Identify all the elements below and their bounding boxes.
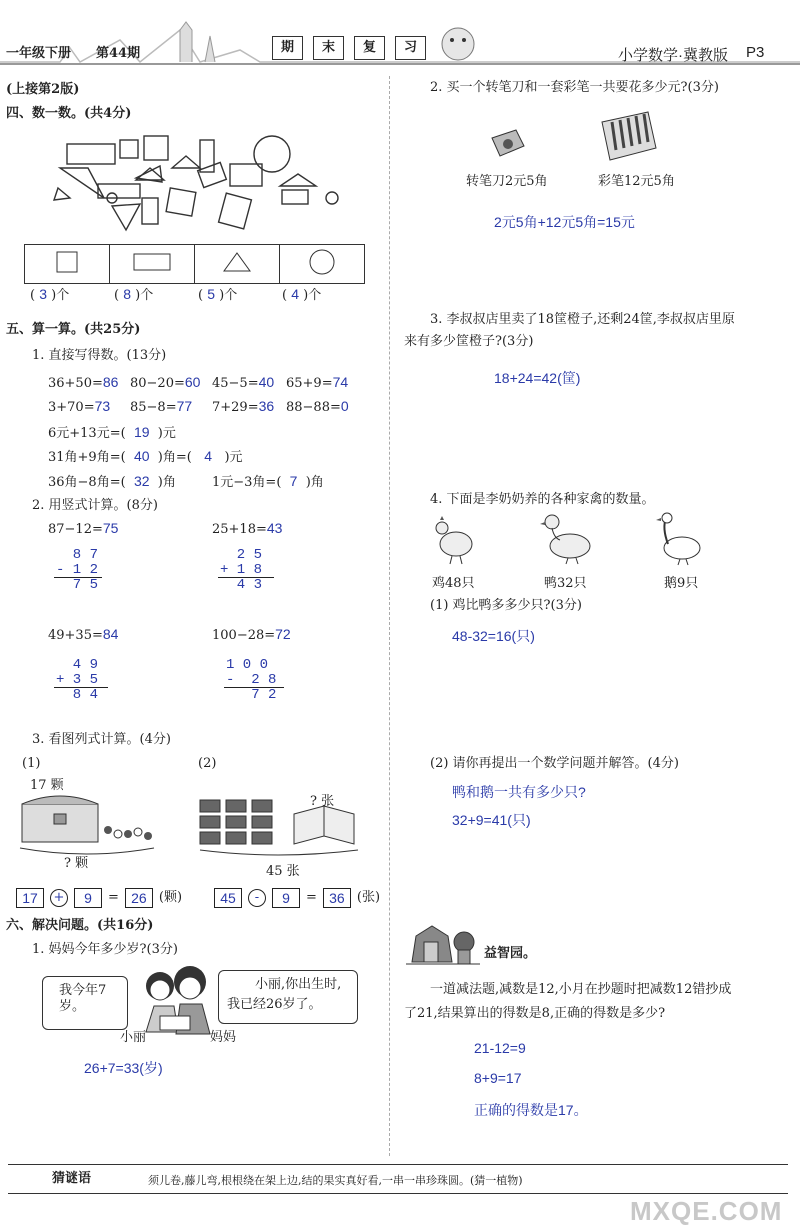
goose-count: 鹅9只: [664, 576, 699, 591]
column-divider: [389, 76, 390, 1156]
answer: 19: [133, 424, 150, 440]
vertical-calc-2: [212, 520, 282, 593]
shapes-picture: [40, 128, 370, 234]
triangle-shape: [112, 204, 140, 230]
sharpener-picture: [486, 118, 530, 162]
answer: 72: [275, 626, 291, 642]
vertical-calc-4: [212, 626, 291, 703]
vertical-calc-3: [48, 626, 118, 703]
speech-bubble-mother: [218, 970, 358, 1024]
answer: 7: [289, 473, 298, 489]
r-q4-part1: (1) 鸡比鸭多多少只?(3分): [430, 598, 582, 613]
s6-q1-answer: 26+7=33(岁): [84, 1060, 163, 1076]
equation: 65+9=: [286, 376, 333, 391]
circle-shape: [326, 192, 338, 204]
bubble-text: 我已经26岁了。: [227, 997, 322, 1012]
unit: )元: [224, 450, 243, 465]
square-shape: [166, 188, 196, 216]
unit: 个: [140, 288, 154, 303]
q1-title: 1. 直接写得数。(13分): [32, 348, 167, 363]
triangle-shape: [172, 156, 200, 168]
number-box: 26: [125, 888, 153, 908]
answer: 40: [133, 448, 150, 464]
answer: 84: [102, 626, 119, 642]
equation: 36角−8角=(: [48, 475, 126, 490]
rectangle-shape: [282, 190, 308, 204]
mental-row-1: [48, 374, 366, 392]
label-17: 17 颗: [30, 778, 64, 793]
unit: 个: [308, 288, 322, 303]
equation: 49+35=: [48, 628, 103, 643]
puzzle-answer2: 8+9=17: [474, 1070, 522, 1086]
banner-char: 期: [272, 36, 303, 60]
triangle-icon: [222, 250, 252, 274]
square-cell: [25, 245, 110, 284]
number-box: 9: [272, 888, 300, 908]
rectangle-icon: [132, 250, 172, 274]
goose-picture: [654, 510, 704, 566]
number-box: 36: [323, 888, 351, 908]
chicken-picture: [432, 514, 476, 566]
answer: 75: [102, 520, 119, 536]
rectangle-shape: [198, 162, 227, 187]
answer: 0: [340, 398, 349, 414]
riddle-label: 猜谜语: [52, 1171, 92, 1186]
square-shape: [120, 140, 138, 158]
equation: 100−28=: [212, 628, 276, 643]
equation: 80−20=: [130, 376, 185, 391]
number-box: 9: [74, 888, 102, 908]
q3-title: 3. 看图列式计算。(4分): [32, 732, 171, 747]
banner-title: [272, 36, 426, 60]
answer: 32: [133, 473, 150, 489]
page-header: [0, 0, 800, 70]
answer: 73: [94, 398, 111, 414]
footer-riddle-bar: [8, 1164, 788, 1194]
continued-note: (上接第2版): [6, 82, 80, 97]
calc-line: [54, 577, 102, 578]
rectangle-cell: [110, 245, 195, 284]
puzzle-line2: 了21,结果算出的得数是8,正确的得数是多少?: [404, 1006, 666, 1021]
equation: 87−12=: [48, 522, 103, 537]
label-unknown-sheets: ? 张: [310, 794, 335, 809]
vertical-work: 2 5 + 1 8 4 3: [220, 547, 263, 593]
name-xiaoli: 小丽: [120, 1030, 147, 1045]
r-q4-question2: 鸭和鹅一共有多少只?: [452, 784, 586, 800]
count-answers: ( 3 )个 ( 8 )个 ( 5 )个 ( 4 )个: [30, 286, 322, 303]
banner-char: 习: [395, 36, 426, 60]
page-number: P3: [746, 44, 765, 61]
unit: )元: [157, 426, 176, 441]
riddle-text: 须儿卷,藤儿弯,根根绕在架上边,结的果实真好看,一串一串珍珠圆。(猜一植物): [148, 1174, 523, 1187]
puzzle-answer3: 正确的得数是17。: [474, 1102, 588, 1118]
subject-label: 小学数学·冀教版: [618, 47, 728, 64]
chicken-count: 鸡48只: [432, 576, 475, 591]
rectangle-shape: [98, 184, 140, 198]
equation: 31角+9角=(: [48, 450, 126, 465]
equation: 36+50=: [48, 376, 103, 391]
answer: 36: [258, 398, 275, 414]
rectangle-shape: [67, 144, 115, 164]
vertical-work: 1 0 0 - 2 8 7 2: [226, 657, 277, 703]
section-4-title: 四、数一数。(共4分): [6, 106, 132, 121]
grade-label: 一年级下册: [6, 46, 72, 61]
calc-line: [54, 687, 108, 688]
answer: 43: [266, 520, 283, 536]
unit: 个: [224, 288, 238, 303]
square-shape: [219, 193, 252, 229]
vertical-calc-1: [48, 520, 118, 593]
r-q3-answer: 18+24=42(筐): [494, 370, 581, 386]
vertical-work: 4 9 + 3 5 8 4: [56, 657, 99, 703]
number-box: 45: [214, 888, 242, 908]
label-45: 45 张: [266, 864, 300, 879]
equation-boxes-2: 45 - 9 = 36 (张): [214, 888, 380, 908]
circle-icon: [308, 248, 336, 276]
equation-boxes-1: 17 + 9 = 26 (颗): [16, 888, 182, 908]
square-icon: [55, 250, 79, 274]
puzzle-answer1: 21-12=9: [474, 1040, 526, 1056]
rectangle-shape: [142, 198, 158, 224]
equation: )角=(: [157, 450, 192, 465]
banner-char: 复: [354, 36, 385, 60]
mental-row-4: [48, 448, 243, 466]
duck-picture: [540, 512, 596, 566]
section-5-title: 五、算一算。(共25分): [6, 322, 141, 337]
r-q4-answer2: 32+9=41(只): [452, 812, 531, 828]
speech-bubble-xiaoli: [42, 976, 128, 1030]
answer: 86: [102, 374, 119, 390]
name-mother: 妈妈: [210, 1030, 237, 1045]
r-q2-title: 2. 买一个转笔刀和一套彩笔一共要花多少元?(3分): [430, 80, 719, 95]
puzzle-title: 益智园。: [484, 946, 537, 961]
treasure-chest-picture: [16, 790, 166, 864]
equation: 7+29=: [212, 400, 259, 415]
count-circle-answer: 4: [291, 286, 300, 302]
answer: 4: [204, 448, 213, 464]
r-q4-title: 4. 下面是李奶奶养的各种家禽的数量。: [430, 492, 655, 507]
answer: 40: [258, 374, 275, 390]
color-pens-picture: [598, 108, 660, 164]
triangle-cell: [195, 245, 280, 284]
issue-label: 第44期: [96, 46, 141, 61]
unit: )角: [305, 475, 324, 490]
bubble-text: 我今年7岁。: [59, 983, 107, 1014]
r-q4-part2: (2) 请你再提出一个数学问题并解答。(4分): [430, 756, 679, 771]
equation: 88−88=: [286, 400, 341, 415]
pens-price: 彩笔12元5角: [598, 174, 675, 189]
equation: 85−8=: [130, 400, 177, 415]
answer: 60: [184, 374, 201, 390]
r-q3-line1: 3. 李叔叔店里卖了18筐橙子,还剩24筐,李叔叔店里原: [430, 312, 735, 327]
mental-row-2: [48, 398, 366, 416]
count-square-answer: 3: [39, 286, 48, 302]
equation: 45−5=: [212, 376, 259, 391]
circle-shape: [254, 136, 290, 172]
puzzle-garden-picture: [402, 912, 484, 974]
puzzle-line1: 一道减法题,减数是12,小月在抄题时把减数12错抄成: [430, 982, 732, 997]
equation: 3+70=: [48, 400, 95, 415]
equation: 6元+13元=(: [48, 426, 126, 441]
bubble-text: 小丽,你出生时,: [255, 977, 342, 992]
vertical-work: 8 7 - 1 2 7 5: [56, 547, 99, 593]
stamps-book-picture: [198, 796, 368, 860]
square-shape: [144, 136, 168, 160]
triangle-shape: [54, 188, 70, 200]
unit: )角: [157, 475, 176, 490]
rectangle-shape: [230, 164, 262, 186]
banner-char: 末: [313, 36, 344, 60]
count-triangle-answer: 5: [207, 286, 216, 302]
r-q3-line2: 来有多少筐橙子?(3分): [404, 334, 534, 349]
calc-line: [218, 577, 274, 578]
equation: 1元−3角=(: [212, 475, 282, 490]
s6-q1-title: 1. 妈妈今年多少岁?(3分): [32, 942, 178, 957]
sharpener-price: 转笔刀2元5角: [466, 174, 548, 189]
section-6-title: 六、解决问题。(共16分): [6, 918, 154, 933]
answer: 74: [332, 374, 349, 390]
count-table: [24, 244, 365, 284]
r-q2-answer: 2元5角+12元5角=15元: [494, 214, 635, 230]
q3-part1-label: (1): [22, 756, 41, 771]
mental-row-3: [48, 424, 176, 442]
calc-line: [224, 687, 284, 688]
label-unknown-pieces: ? 颗: [64, 856, 89, 871]
q2-title: 2. 用竖式计算。(8分): [32, 498, 158, 513]
number-box: 17: [16, 888, 44, 908]
triangle-shape: [280, 174, 316, 186]
mental-row-5: [48, 473, 324, 491]
equation: 25+18=: [212, 522, 267, 537]
r-q4-answer1: 48-32=16(只): [452, 628, 535, 644]
unit: 个: [56, 288, 70, 303]
watermark: MXQE.COM: [630, 1196, 783, 1226]
unit: (张): [356, 890, 381, 905]
unit: (颗): [158, 890, 183, 905]
duck-count: 鸭32只: [544, 576, 587, 591]
circle-cell: [280, 245, 365, 284]
count-rectangle-answer: 8: [123, 286, 132, 302]
q3-part2-label: (2): [198, 756, 217, 771]
answer: 77: [176, 398, 193, 414]
operator-circle: +: [50, 889, 68, 907]
operator-circle: -: [248, 889, 266, 907]
